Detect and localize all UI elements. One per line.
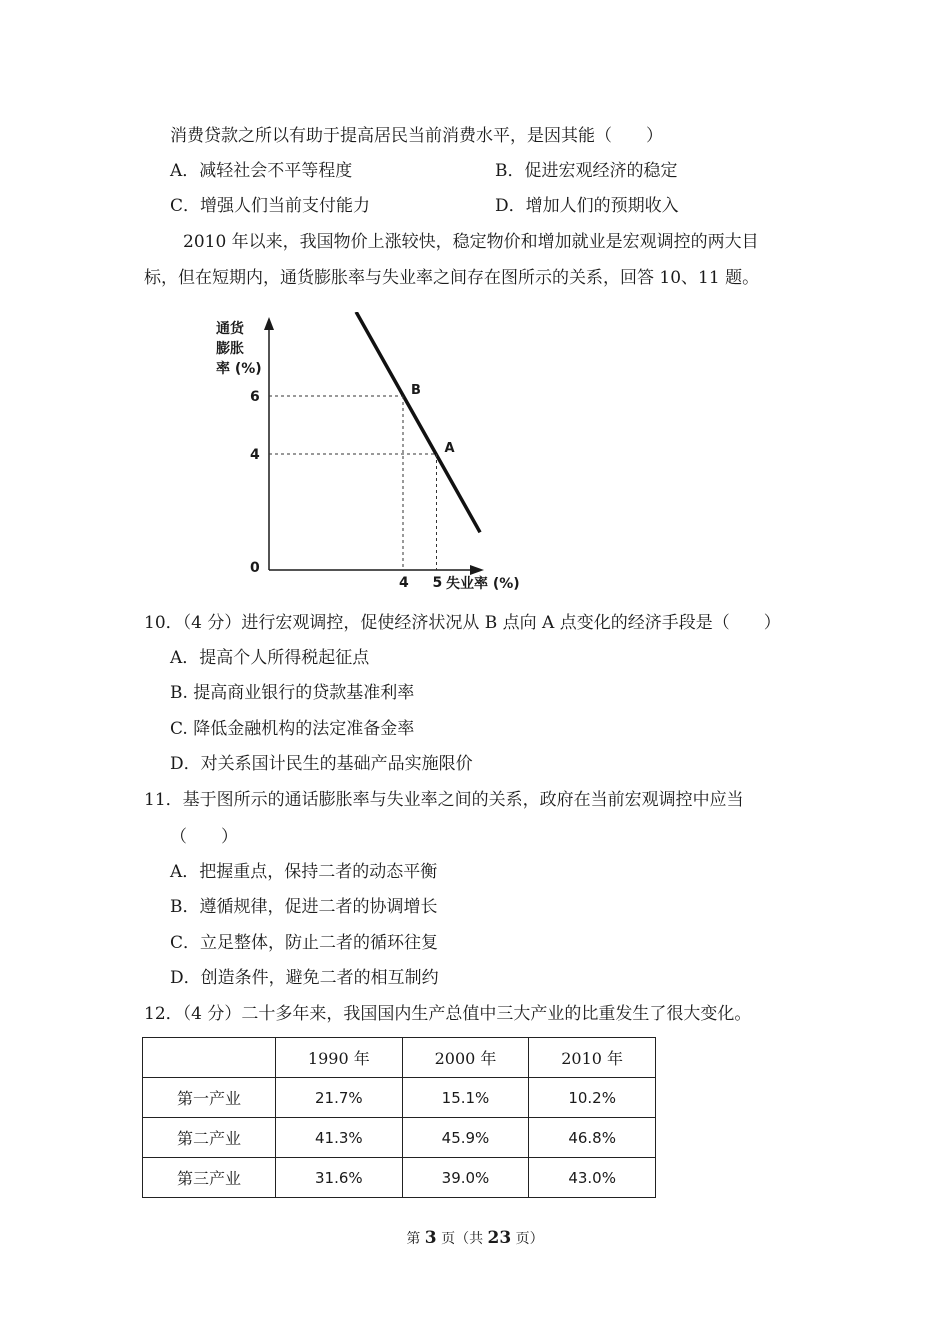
- footer-total-pages: 23: [487, 1228, 512, 1248]
- q9-option-d: D．增加人们的预期收入: [495, 196, 679, 216]
- table-cell: 43.0%: [529, 1158, 656, 1198]
- q11-option-a: A．把握重点，保持二者的动态平衡: [170, 862, 438, 882]
- page-footer: [0, 1228, 950, 1248]
- table-header-cell: [143, 1038, 276, 1078]
- table-cell: 31.6%: [276, 1158, 403, 1198]
- x-tick-label: 4: [399, 575, 409, 591]
- table-cell: 41.3%: [276, 1118, 403, 1158]
- table-cell: 15.1%: [402, 1078, 529, 1118]
- q9-option-b: B．促进宏观经济的稳定: [495, 161, 678, 181]
- table-row-label: 第二产业: [143, 1118, 276, 1158]
- intro-line-2: 标，但在短期内，通货膨胀率与失业率之间存在图所示的关系，回答 10、11 题。: [144, 268, 760, 288]
- x-tick-label: 5: [432, 575, 443, 591]
- y-axis-label: 通货: [216, 321, 244, 337]
- point-label-b: B: [411, 383, 421, 398]
- table-row: [143, 1158, 656, 1198]
- table-cell: 21.7%: [276, 1078, 403, 1118]
- y-axis-label: 膨胀: [216, 341, 244, 357]
- point-label-a: A: [444, 441, 455, 456]
- q10-option-a: A．提高个人所得税起征点: [170, 648, 370, 668]
- q10-option-d: D．对关系国计民生的基础产品实施限价: [170, 754, 473, 774]
- footer-page-number: 3: [424, 1228, 437, 1248]
- table-header-cell: 1990 年: [276, 1038, 403, 1078]
- footer-suffix: 页）: [515, 1231, 544, 1247]
- relation-line: [356, 312, 480, 532]
- q11-option-b: B．遵循规律，促进二者的协调增长: [170, 897, 438, 917]
- table-row: [143, 1078, 656, 1118]
- y-axis-label: 率 (%): [216, 361, 262, 377]
- table-cell: 39.0%: [402, 1158, 529, 1198]
- table-row-label: 第一产业: [143, 1078, 276, 1118]
- q10-option-c: C. 降低金融机构的法定准备金率: [170, 719, 415, 739]
- table-cell: 45.9%: [402, 1118, 529, 1158]
- inflation-unemployment-chart: [200, 312, 550, 597]
- q12-stem: 12．（4 分）二十多年来，我国国内生产总值中三大产业的比重发生了很大变化。: [144, 1004, 752, 1024]
- table-row: [143, 1118, 656, 1158]
- q9-option-c: C．增强人们当前支付能力: [170, 196, 371, 216]
- q9-stem: 消费贷款之所以有助于提高居民当前消费水平，是因其能（ ）: [170, 126, 663, 146]
- origin-label: 0: [250, 560, 260, 576]
- q11-stem: 11．基于图所示的通话膨胀率与失业率之间的关系，政府在当前宏观调控中应当: [144, 790, 744, 810]
- table-cell: 10.2%: [529, 1078, 656, 1118]
- footer-prefix: 第: [406, 1231, 421, 1247]
- x-axis-arrow-icon: [470, 565, 484, 575]
- q11-answer-paren: （ ）: [170, 827, 238, 847]
- y-axis-arrow-icon: [264, 317, 274, 330]
- q9-option-a: A．减轻社会不平等程度: [170, 161, 353, 181]
- y-tick-label: 4: [250, 447, 260, 463]
- q11-option-d: D．创造条件，避免二者的相互制约: [170, 968, 439, 988]
- q11-option-c: C．立足整体，防止二者的循环往复: [170, 933, 439, 953]
- table-cell: 46.8%: [529, 1118, 656, 1158]
- intro-line-1: 2010 年以来，我国物价上涨较快，稳定物价和增加就业是宏观调控的两大目: [183, 232, 759, 252]
- table-header-cell: 2000 年: [402, 1038, 529, 1078]
- q10-stem: 10．（4 分）进行宏观调控，促使经济状况从 B 点向 A 点变化的经济手段是（ ）: [144, 613, 781, 633]
- industry-share-table: [142, 1037, 656, 1198]
- q10-option-b: B. 提高商业银行的贷款基准利率: [170, 683, 415, 703]
- y-tick-label: 6: [250, 389, 260, 405]
- table-header-cell: 2010 年: [529, 1038, 656, 1078]
- x-axis-label: 失业率 (%): [446, 576, 520, 592]
- table-header-row: [143, 1038, 656, 1078]
- table-row-label: 第三产业: [143, 1158, 276, 1198]
- footer-middle: 页（共: [441, 1231, 484, 1247]
